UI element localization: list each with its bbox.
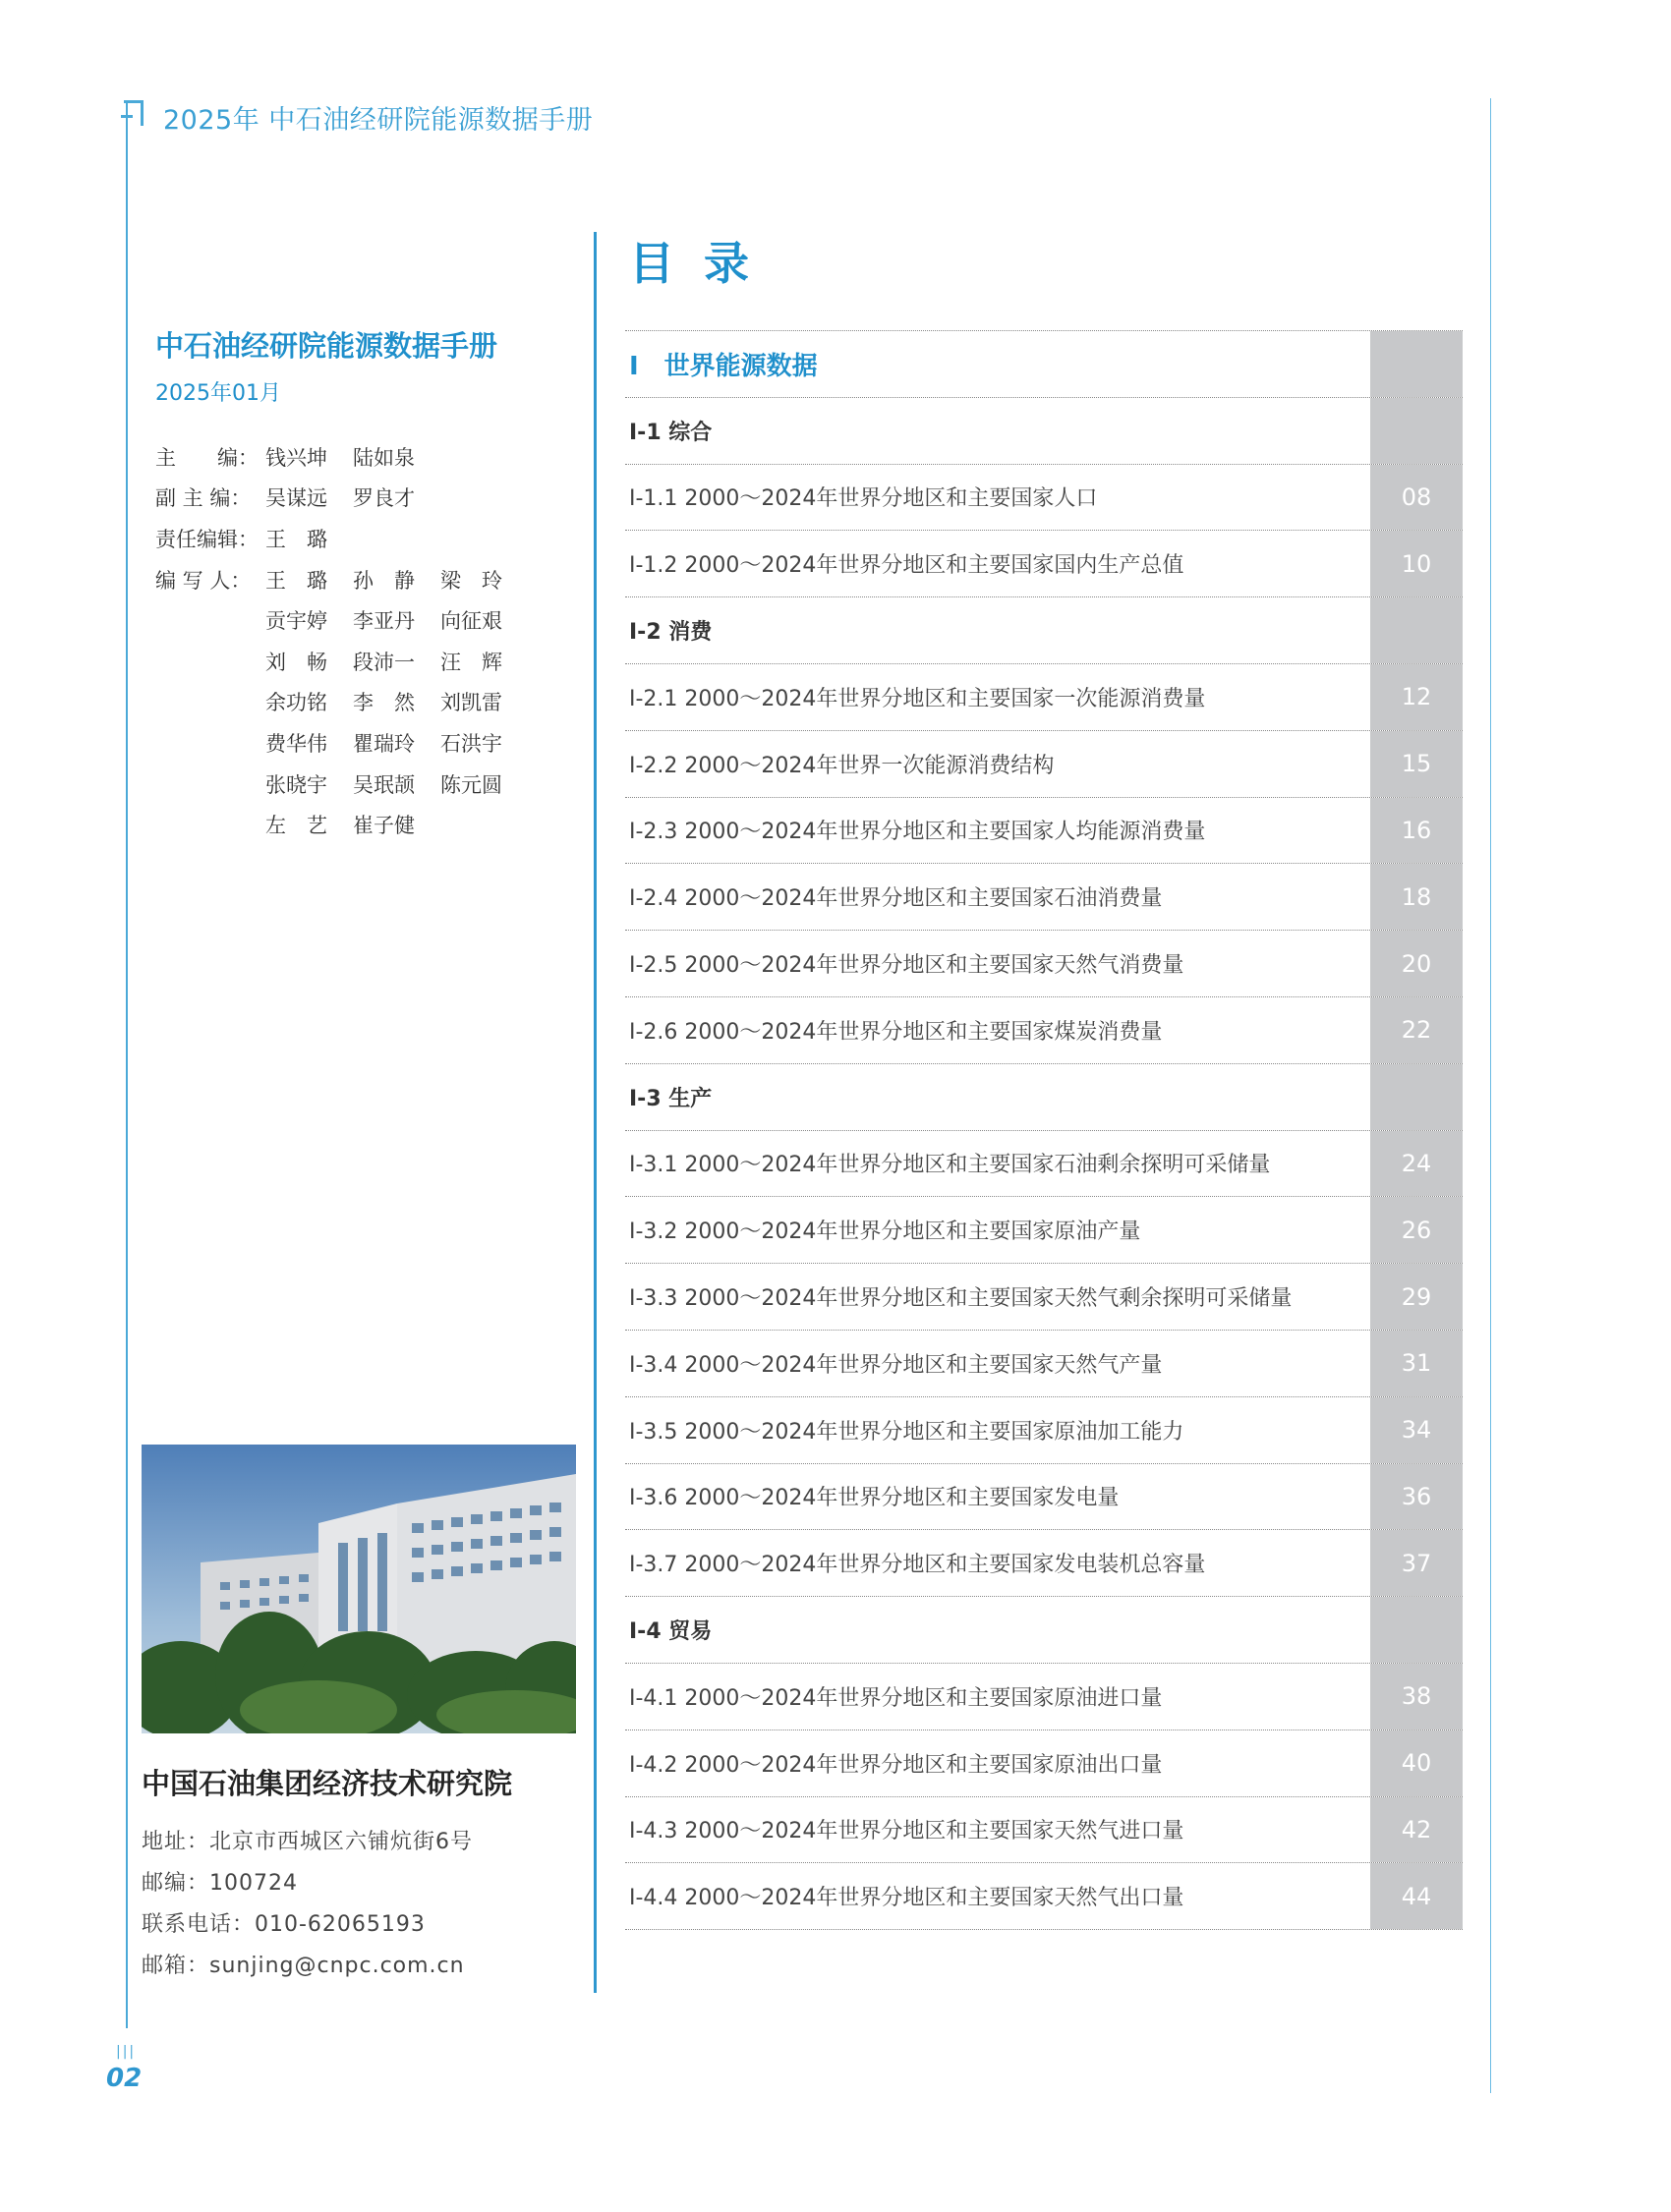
toc-entry-title: I-2.4 2000～2024年世界分地区和主要国家石油消费量: [629, 886, 1163, 912]
toc-entry-title: I-1.2 2000～2024年世界分地区和主要国家国内生产总值: [629, 553, 1184, 579]
toc-entry-title: I-3.6 2000～2024年世界分地区和主要国家发电量: [629, 1486, 1120, 1511]
editor-name: 张晓宇: [265, 772, 327, 797]
toc-page-number: 44: [1370, 1863, 1463, 1929]
toc-section-heading: [625, 1597, 1463, 1664]
editor-role-label: 副 主 编：: [155, 486, 252, 511]
editor-row: [155, 804, 568, 845]
toc-section-heading: [625, 398, 1463, 465]
editor-name: 刘凯雷: [440, 691, 502, 715]
editor-row: [155, 682, 568, 723]
toc-entry-title: I-1.1 2000～2024年世界分地区和主要国家人口: [629, 486, 1098, 512]
editor-name: 钱兴坤: [265, 445, 327, 470]
toc-page-number: 26: [1370, 1197, 1463, 1263]
institute-building-photo: [142, 1445, 576, 1733]
toc-entry[interactable]: [625, 997, 1463, 1064]
toc-page-number: 15: [1370, 731, 1463, 797]
toc-page-number: 40: [1370, 1730, 1463, 1796]
running-header-title: 2025年 中石油经研院能源数据手册: [163, 105, 594, 136]
editor-name: 石洪宇: [440, 731, 502, 756]
toc-section-heading: [625, 597, 1463, 664]
editor-name: 向征艰: [440, 609, 502, 634]
page-margin-rule: [126, 102, 128, 2028]
toc-entry[interactable]: [625, 465, 1463, 532]
toc-page-number: [1370, 597, 1463, 663]
editor-name: 瞿瑞玲: [353, 731, 415, 756]
editor-name: 陈元圆: [440, 772, 502, 797]
toc-entry[interactable]: [625, 1197, 1463, 1264]
toc-page-number: 20: [1370, 931, 1463, 996]
page-number: 02: [106, 2064, 143, 2093]
toc-entry[interactable]: [625, 1331, 1463, 1397]
toc-heading: 目录: [629, 237, 778, 290]
toc-entry[interactable]: [625, 1464, 1463, 1531]
toc-entry[interactable]: [625, 664, 1463, 731]
toc-entry-title: I-2.3 2000～2024年世界分地区和主要国家人均能源消费量: [629, 820, 1206, 845]
editor-row: [155, 436, 568, 478]
toc-entry-title: I-3.5 2000～2024年世界分地区和主要国家原油加工能力: [629, 1419, 1184, 1445]
toc-section-heading: [625, 1064, 1463, 1131]
editor-row: [155, 641, 568, 682]
toc-entry[interactable]: [625, 1530, 1463, 1597]
toc-page-number: 12: [1370, 664, 1463, 730]
toc-entry-title: I-4.3 2000～2024年世界分地区和主要国家天然气进口量: [629, 1819, 1184, 1844]
editor-row: [155, 764, 568, 805]
editor-name: 左 艺: [265, 814, 327, 838]
toc-entry-title: I-2.2 2000～2024年世界一次能源消费结构: [629, 753, 1055, 778]
toc-page-number: [1370, 398, 1463, 464]
toc-page-number: 42: [1370, 1797, 1463, 1863]
toc-entry-title: I-4.2 2000～2024年世界分地区和主要国家原油出口量: [629, 1752, 1163, 1778]
toc-entry[interactable]: [625, 1730, 1463, 1797]
toc-page-number: 22: [1370, 997, 1463, 1063]
toc-page-number: 37: [1370, 1530, 1463, 1596]
toc-entry-title: I-3.1 2000～2024年世界分地区和主要国家石油剩余探明可采储量: [629, 1153, 1271, 1178]
book-title: 中石油经研院能源数据手册: [155, 329, 498, 363]
toc-page-number: 08: [1370, 465, 1463, 531]
editor-name: 刘 畅: [265, 650, 327, 674]
editor-name: 王 璐: [265, 527, 327, 551]
toc-entry-title: I-4.1 2000～2024年世界分地区和主要国家原油进口量: [629, 1685, 1163, 1711]
editor-name: 吴珉颉: [353, 772, 415, 797]
publisher-email: 邮箱：sunjing@cnpc.com.cn: [142, 1954, 465, 1978]
editor-role-label: 责任编辑：: [155, 527, 259, 551]
toc-entry-title: I-3 生产: [629, 1086, 713, 1111]
editor-name: 李亚丹: [353, 609, 415, 634]
publisher-address: 地址：北京市西城区六铺炕街6号: [142, 1830, 473, 1854]
toc-page-number: 10: [1370, 531, 1463, 596]
toc-entry-title: I-2 消费: [629, 620, 713, 646]
toc-entry[interactable]: [625, 1863, 1463, 1930]
toc-entry-title: I-4.4 2000～2024年世界分地区和主要国家天然气出口量: [629, 1886, 1184, 1911]
toc-page-number: 24: [1370, 1131, 1463, 1197]
publisher-postcode: 邮编：100724: [142, 1871, 298, 1896]
toc-entry-title: I-3.7 2000～2024年世界分地区和主要国家发电装机总容量: [629, 1553, 1206, 1578]
editor-name: 陆如泉: [353, 445, 415, 470]
toc-entry[interactable]: [625, 931, 1463, 997]
toc-page-number: 38: [1370, 1664, 1463, 1730]
toc-entry-title: I-2.1 2000～2024年世界分地区和主要国家一次能源消费量: [629, 686, 1206, 711]
footer-ornament: |||: [116, 2044, 137, 2060]
editor-name: 吴谋远: [265, 486, 327, 511]
header-corner-ornament: [124, 100, 144, 126]
toc-entry[interactable]: [625, 731, 1463, 798]
editor-list: [155, 436, 568, 845]
editor-row: [155, 478, 568, 519]
editor-name: 梁 玲: [440, 568, 502, 593]
toc-entry-title: I-3.3 2000～2024年世界分地区和主要国家天然气剩余探明可采储量: [629, 1286, 1293, 1312]
toc-page-number: [1370, 331, 1463, 397]
editor-name: 李 然: [353, 691, 415, 715]
toc-part-heading: [625, 330, 1463, 398]
toc-page-number: [1370, 1597, 1463, 1663]
toc-entry-title: I-2.5 2000～2024年世界分地区和主要国家天然气消费量: [629, 953, 1184, 979]
colophon: [155, 324, 568, 845]
publisher-name: 中国石油集团经济技术研究院: [142, 1767, 513, 1800]
toc-entry[interactable]: [625, 1664, 1463, 1730]
toc-entry-title: I-3.2 2000～2024年世界分地区和主要国家原油产量: [629, 1219, 1141, 1245]
toc-entry-title: I 世界能源数据: [629, 351, 818, 381]
editor-name: 余功铭: [265, 691, 327, 715]
editor-name: 孙 静: [353, 568, 415, 593]
toc-entry[interactable]: [625, 1797, 1463, 1864]
toc-entry[interactable]: [625, 1131, 1463, 1198]
column-divider: [594, 232, 597, 1993]
editor-name: 王 璐: [265, 568, 327, 593]
editor-name: 汪 辉: [440, 650, 502, 674]
toc-entry[interactable]: [625, 1264, 1463, 1331]
editor-name: 崔子健: [353, 814, 415, 838]
editor-row: [155, 722, 568, 764]
editor-row: [155, 599, 568, 641]
toc-page-number: 36: [1370, 1464, 1463, 1530]
toc-page-number: 18: [1370, 864, 1463, 930]
editor-name: 贡宇婷: [265, 609, 327, 634]
publication-date: 2025年01月: [155, 381, 281, 406]
toc-entry-title: I-1 综合: [629, 420, 713, 445]
toc-page-number: [1370, 1064, 1463, 1130]
toc-entry-title: I-2.6 2000～2024年世界分地区和主要国家煤炭消费量: [629, 1019, 1163, 1045]
editor-row: [155, 559, 568, 600]
editor-row: [155, 518, 568, 559]
editor-name: 段沛一: [353, 650, 415, 674]
toc-page-number: 34: [1370, 1397, 1463, 1463]
editor-name: 罗良才: [353, 486, 415, 511]
publisher-info: [142, 1762, 574, 1987]
toc-entry[interactable]: [625, 798, 1463, 865]
toc-entry-title: I-4 贸易: [629, 1619, 713, 1645]
editor-role-label: 主 编：: [155, 445, 259, 470]
toc-entry[interactable]: [625, 531, 1463, 597]
toc-entry[interactable]: [625, 864, 1463, 931]
toc-entry[interactable]: [625, 1397, 1463, 1464]
toc-page-number: 31: [1370, 1331, 1463, 1396]
editor-role-label: 编 写 人：: [155, 568, 252, 593]
right-margin-rule: [1490, 98, 1491, 2093]
publisher-phone: 联系电话：010-62065193: [142, 1912, 426, 1937]
toc-page-number: 29: [1370, 1264, 1463, 1330]
editor-name: 费华伟: [265, 731, 327, 756]
toc-entry-title: I-3.4 2000～2024年世界分地区和主要国家天然气产量: [629, 1352, 1163, 1378]
toc-page-number: 16: [1370, 798, 1463, 864]
building-photo-illustration: [142, 1445, 576, 1733]
table-of-contents: [625, 330, 1463, 1930]
